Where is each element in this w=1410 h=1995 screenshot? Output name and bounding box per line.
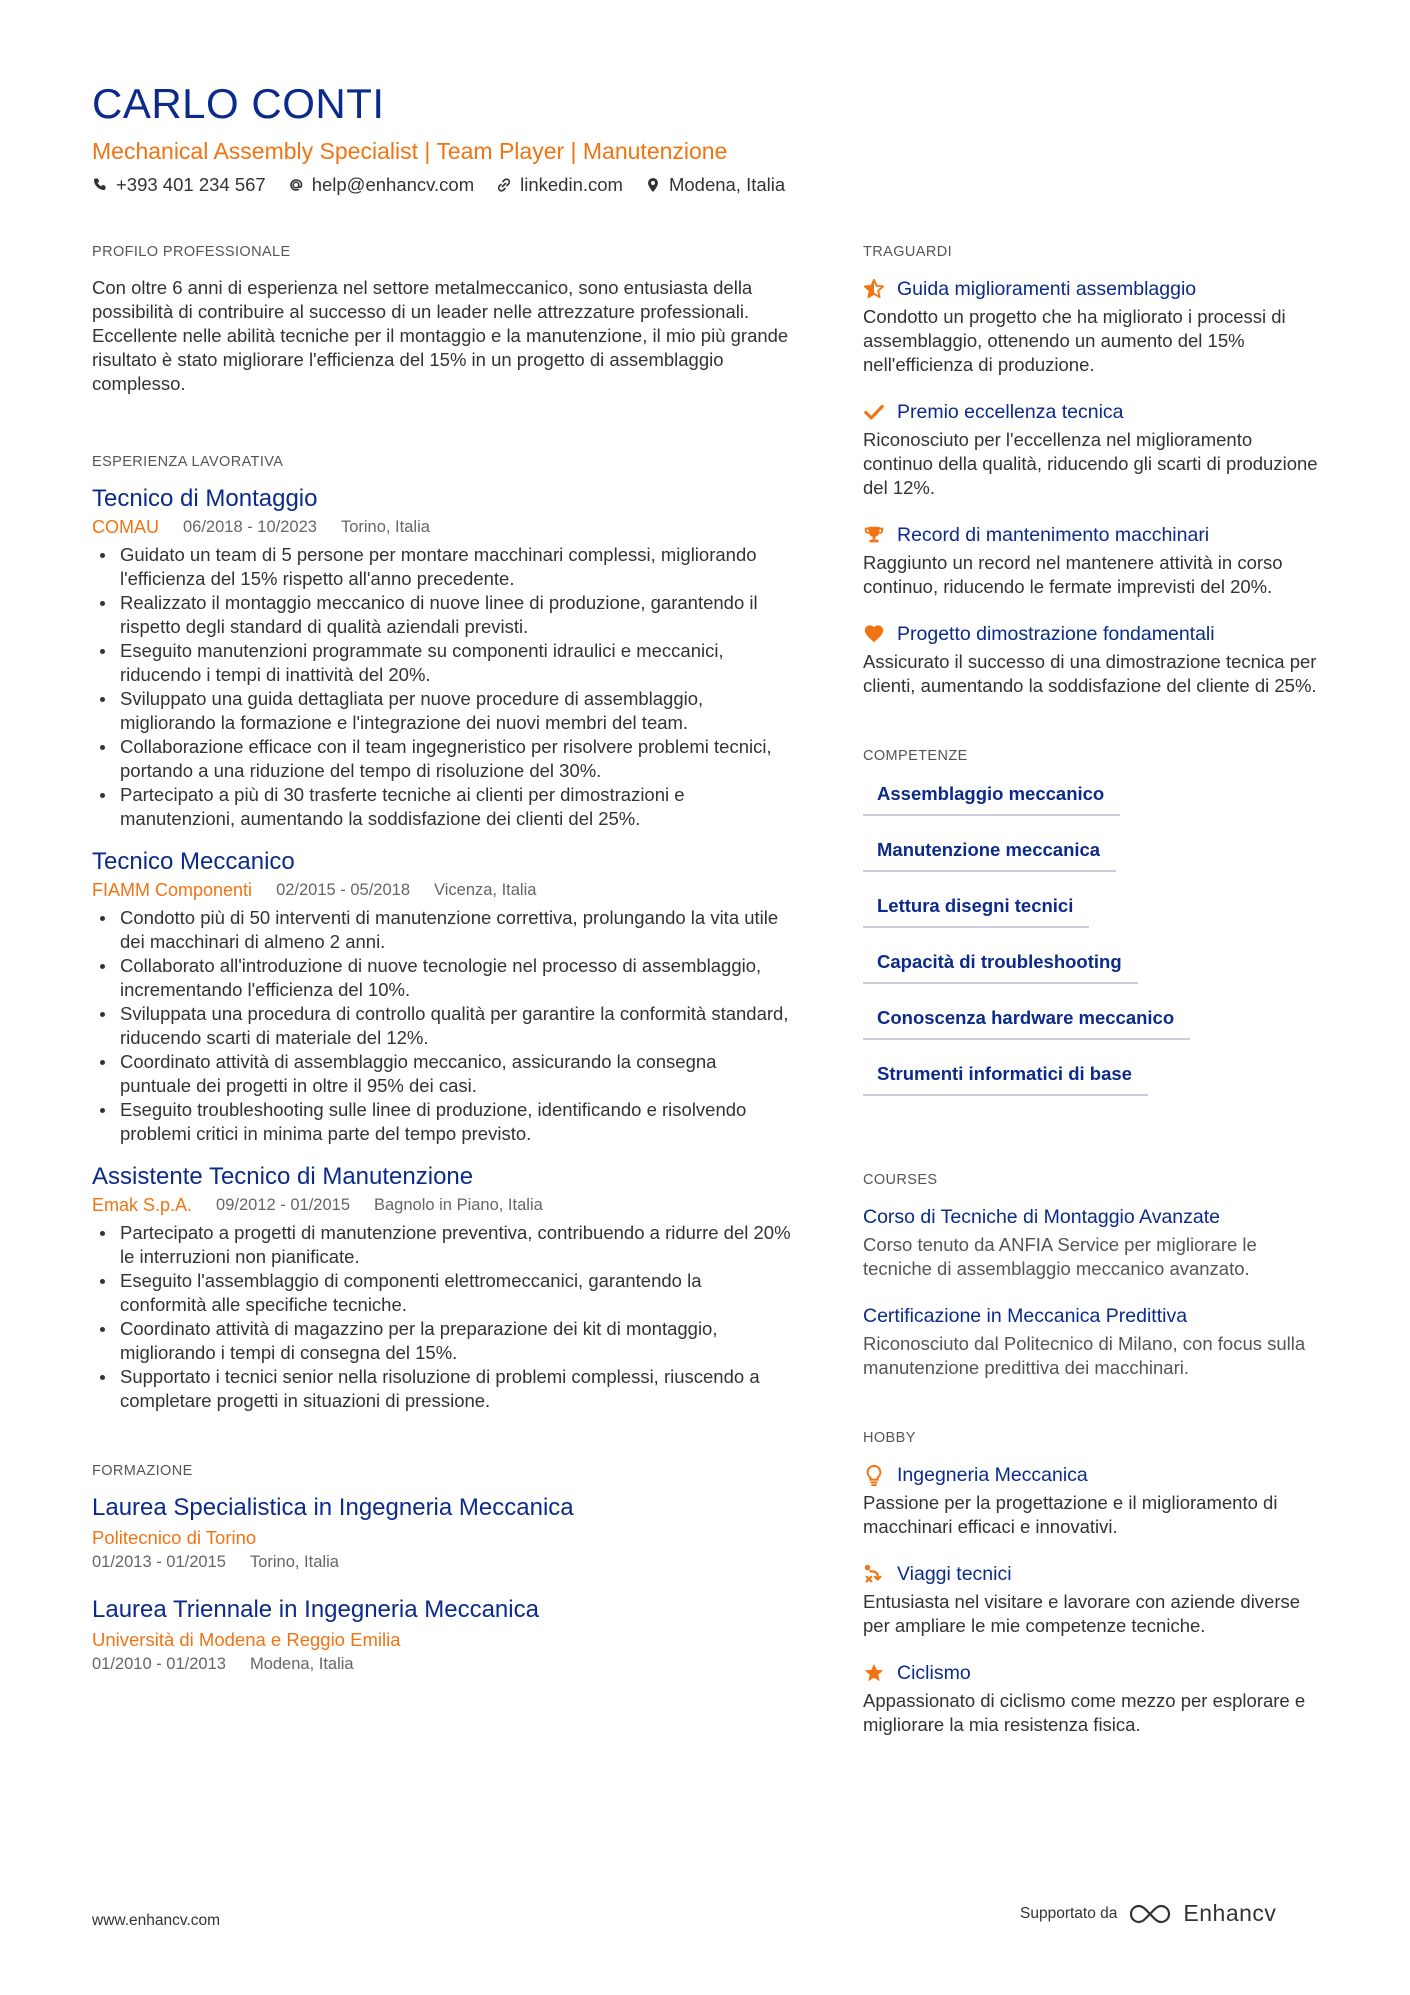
job-bullets — [92, 1221, 792, 1413]
education-dates: 01/2013 - 01/2015 — [92, 1553, 226, 1571]
bullet-item: Coordinato attività di assemblaggio meccanico, assicurando la consegna puntuale dei progetti in oltre il 95% dei casi. — [92, 1050, 792, 1098]
company-name: Emak S.p.A. — [92, 1195, 193, 1215]
contact-email[interactable] — [288, 174, 474, 196]
skill-tag: Assemblaggio meccanico — [863, 782, 1120, 816]
hobby-desc: Passione per la progettazione e il miglioramento di macchinari efficaci e innovativi. — [863, 1492, 1278, 1537]
company-name: COMAU — [92, 517, 159, 537]
achievements-section — [863, 244, 1323, 698]
location-pin-icon — [645, 177, 661, 193]
skills-section — [863, 748, 1323, 1118]
education-meta — [92, 1551, 792, 1573]
trophy-icon — [863, 524, 885, 546]
degree-title: Laurea Specialistica in Ingegneria Meccanica — [92, 1494, 574, 1521]
hobby-desc: Entusiasta nel visitare e lavorare con aziende diverse per ampliare le mie competenze tecniche. — [863, 1591, 1301, 1636]
hobby-title: Viaggi tecnici — [897, 1563, 1012, 1585]
achievement-item — [863, 621, 1323, 698]
route-icon — [863, 1563, 885, 1585]
achievement-desc: Assicurato il successo di una dimostrazione tecnica per clienti, aumentando la soddisfazione del cliente di 25%. — [863, 651, 1317, 696]
job-title: Tecnico di Montaggio — [92, 485, 318, 512]
course-title: Certificazione in Meccanica Predittiva — [863, 1305, 1188, 1327]
achievement-title: Guida miglioramenti assemblaggio — [897, 278, 1197, 300]
headline: Mechanical Assembly Specialist | Team Player | Manutenzione — [92, 138, 728, 164]
achievement-desc: Riconosciuto per l'eccellenza nel miglioramento continuo della qualità, riducendo gli scarti di produzione del 12%. — [863, 429, 1318, 498]
contact-phone[interactable] — [92, 174, 266, 196]
achievement-desc: Raggiunto un record nel mantenere attività in corso continuo, riducendo le fermate imprevisti del 20%. — [863, 552, 1283, 597]
course-title: Corso di Tecniche di Montaggio Avanzate — [863, 1206, 1221, 1228]
education-location: Modena, Italia — [249, 1655, 354, 1673]
course-item — [863, 1303, 1323, 1380]
job-dates: 09/2012 - 01/2015 — [216, 1196, 350, 1214]
education-item — [92, 1493, 792, 1573]
check-icon — [863, 401, 885, 423]
company-name: FIAMM Componenti — [92, 880, 253, 900]
job-dates: 06/2018 - 10/2023 — [183, 518, 317, 536]
hobby-item — [863, 1462, 1323, 1539]
achievement-item — [863, 522, 1323, 599]
skill-tag: Lettura disegni tecnici — [863, 894, 1089, 928]
footer-website[interactable]: www.enhancv.com — [92, 1912, 221, 1929]
skills-list — [863, 782, 1323, 1118]
job-location: Torino, Italia — [340, 518, 430, 536]
contact-bar — [92, 174, 785, 196]
job-bullets — [92, 906, 792, 1146]
job-title: Tecnico Meccanico — [92, 848, 295, 875]
profile-section — [92, 244, 792, 396]
linkedin-text: linkedin.com — [520, 174, 623, 195]
location-text: Modena, Italia — [668, 174, 786, 195]
section-title-achievements: TRAGUARDI — [863, 244, 952, 260]
bullet-item: Partecipato a progetti di manutenzione preventiva, contribuendo a ridurre del 20% le interruzioni non pianificate. — [92, 1221, 792, 1269]
achievement-item — [863, 276, 1323, 377]
section-title-education: FORMAZIONE — [92, 1463, 193, 1479]
bullet-item: Sviluppata una procedura di controllo qualità per garantire la conformità standard, riducendo scarti di materiale del 12%. — [92, 1002, 792, 1050]
courses-section — [863, 1172, 1323, 1380]
degree-title: Laurea Triennale in Ingegneria Meccanica — [92, 1596, 539, 1623]
achievement-title: Progetto dimostrazione fondamentali — [897, 623, 1215, 645]
achievement-desc: Condotto un progetto che ha migliorato i processi di assemblaggio, ottenendo un aumento del 15% nell'efficienza di produzione. — [863, 306, 1286, 375]
enhancv-logo-icon — [1127, 1901, 1173, 1927]
experience-item — [92, 1162, 792, 1413]
bullet-item: Coordinato attività di magazzino per la preparazione dei kit di montaggio, migliorando i tempi di consegna del 15%. — [92, 1317, 792, 1365]
job-location: Vicenza, Italia — [434, 881, 537, 899]
school-name: Università di Modena e Reggio Emilia — [92, 1629, 401, 1650]
job-meta — [92, 1193, 792, 1217]
bullet-item: Guidato un team di 5 persone per montare macchinari complessi, migliorando l'efficienza del 15% rispetto all'anno precedente. — [92, 543, 792, 591]
lightbulb-icon — [863, 1464, 885, 1486]
bullet-item: Collaborato all'introduzione di nuove tecnologie nel processo di assemblaggio, incrementando l'efficienza del 10%. — [92, 954, 792, 1002]
experience-item — [92, 484, 792, 831]
candidate-name: CARLO CONTI — [92, 80, 385, 127]
bullet-item: Partecipato a più di 30 trasferte tecniche ai clienti per dimostrazioni e manutenzioni, aumentando la soddisfazione dei clienti del 25%. — [92, 783, 792, 831]
education-section — [92, 1463, 792, 1675]
bullet-item: Realizzato il montaggio meccanico di nuove linee di produzione, garantendo il rispetto degli standard di qualità aziendali previsti. — [92, 591, 792, 639]
job-dates: 02/2015 - 05/2018 — [276, 881, 411, 899]
section-title-profile: PROFILO PROFESSIONALE — [92, 244, 291, 260]
section-title-courses: COURSES — [863, 1172, 938, 1188]
contact-linkedin[interactable] — [496, 174, 623, 196]
hobby-title: Ciclismo — [897, 1662, 971, 1684]
education-item — [92, 1595, 792, 1675]
job-meta — [92, 515, 792, 539]
star-half-icon — [863, 278, 885, 300]
job-meta — [92, 878, 792, 902]
job-title: Assistente Tecnico di Manutenzione — [92, 1163, 474, 1190]
skill-tag: Conoscenza hardware meccanico — [863, 1006, 1190, 1040]
hobby-item — [863, 1561, 1323, 1638]
bullet-item: Eseguito manutenzioni programmate su componenti idraulici e meccanici, riducendo i tempi di inattività del 20%. — [92, 639, 792, 687]
job-bullets — [92, 543, 792, 831]
bullet-item: Eseguito troubleshooting sulle linee di produzione, identificando e risolvendo problemi critici in minima parte del tempo previsto. — [92, 1098, 792, 1146]
bullet-item: Supportato i tecnici senior nella risoluzione di problemi complessi, riuscendo a completare progetti in situazioni di pressione. — [92, 1365, 792, 1413]
skill-tag: Capacità di troubleshooting — [863, 950, 1138, 984]
course-desc: Riconosciuto dal Politecnico di Milano, con focus sulla manutenzione predittiva dei macchinari. — [863, 1333, 1306, 1378]
section-title-experience: ESPERIENZA LAVORATIVA — [92, 454, 284, 470]
experience-section — [92, 454, 792, 1413]
section-title-skills: COMPETENZE — [863, 748, 968, 764]
education-location: Torino, Italia — [249, 1553, 339, 1571]
heart-icon — [863, 623, 885, 645]
skill-tag: Manutenzione meccanica — [863, 838, 1116, 872]
hobby-item — [863, 1660, 1323, 1737]
powered-by-text: Supportato da — [1020, 1904, 1118, 1922]
enhancv-wordmark: Enhancv — [1183, 1900, 1277, 1926]
left-column — [92, 244, 792, 1675]
education-dates: 01/2010 - 01/2013 — [92, 1655, 226, 1673]
bullet-item: Collaborazione efficace con il team ingegneristico per risolvere problemi tecnici, portando a una riduzione del tempo di risoluzione del 30%. — [92, 735, 792, 783]
link-icon — [496, 177, 512, 193]
phone-text: +393 401 234 567 — [116, 174, 266, 195]
star-icon — [863, 1662, 885, 1684]
right-column — [863, 244, 1323, 1737]
job-location: Bagnolo in Piano, Italia — [374, 1196, 543, 1214]
achievement-title: Record di mantenimento macchinari — [897, 524, 1210, 546]
email-text: help@enhancv.com — [311, 174, 475, 195]
hobbies-section — [863, 1430, 1323, 1737]
skill-tag: Strumenti informatici di base — [863, 1062, 1148, 1096]
footer-branding — [1020, 1900, 1276, 1927]
bullet-item: Condotto più di 50 interventi di manutenzione correttiva, prolungando la vita utile dei macchinari di almeno 2 anni. — [92, 906, 792, 954]
phone-icon — [92, 177, 108, 193]
course-item — [863, 1204, 1323, 1281]
achievement-item — [863, 399, 1323, 500]
school-name: Politecnico di Torino — [92, 1527, 257, 1548]
section-title-hobbies: HOBBY — [863, 1430, 916, 1446]
profile-text: Con oltre 6 anni di esperienza nel settore metalmeccanico, sono entusiasta della possibilità di contribuire al successo di un leader nelle attrezzature professionali. Eccellente nelle abilità tecniche per il montaggio e la manutenzione, il mio più grande risultato è stato migliorare l'efficienza del 15% in un progetto di assemblaggio complesso. — [92, 277, 789, 394]
education-meta — [92, 1653, 792, 1675]
bullet-item: Sviluppato una guida dettagliata per nuove procedure di assemblaggio, migliorando la formazione e l'integrazione dei nuovi membri del team. — [92, 687, 792, 735]
course-desc: Corso tenuto da ANFIA Service per migliorare le tecniche di assemblaggio meccanico avanzato. — [863, 1234, 1257, 1279]
hobby-title: Ingegneria Meccanica — [897, 1464, 1088, 1486]
contact-location — [645, 174, 785, 196]
experience-item — [92, 847, 792, 1146]
bullet-item: Eseguito l'assemblaggio di componenti elettromeccanici, garantendo la conformità alle specifiche tecniche. — [92, 1269, 792, 1317]
hobby-desc: Appassionato di ciclismo come mezzo per esplorare e migliorare la mia resistenza fisica. — [863, 1690, 1306, 1735]
at-icon — [288, 177, 304, 193]
achievement-title: Premio eccellenza tecnica — [897, 401, 1124, 423]
